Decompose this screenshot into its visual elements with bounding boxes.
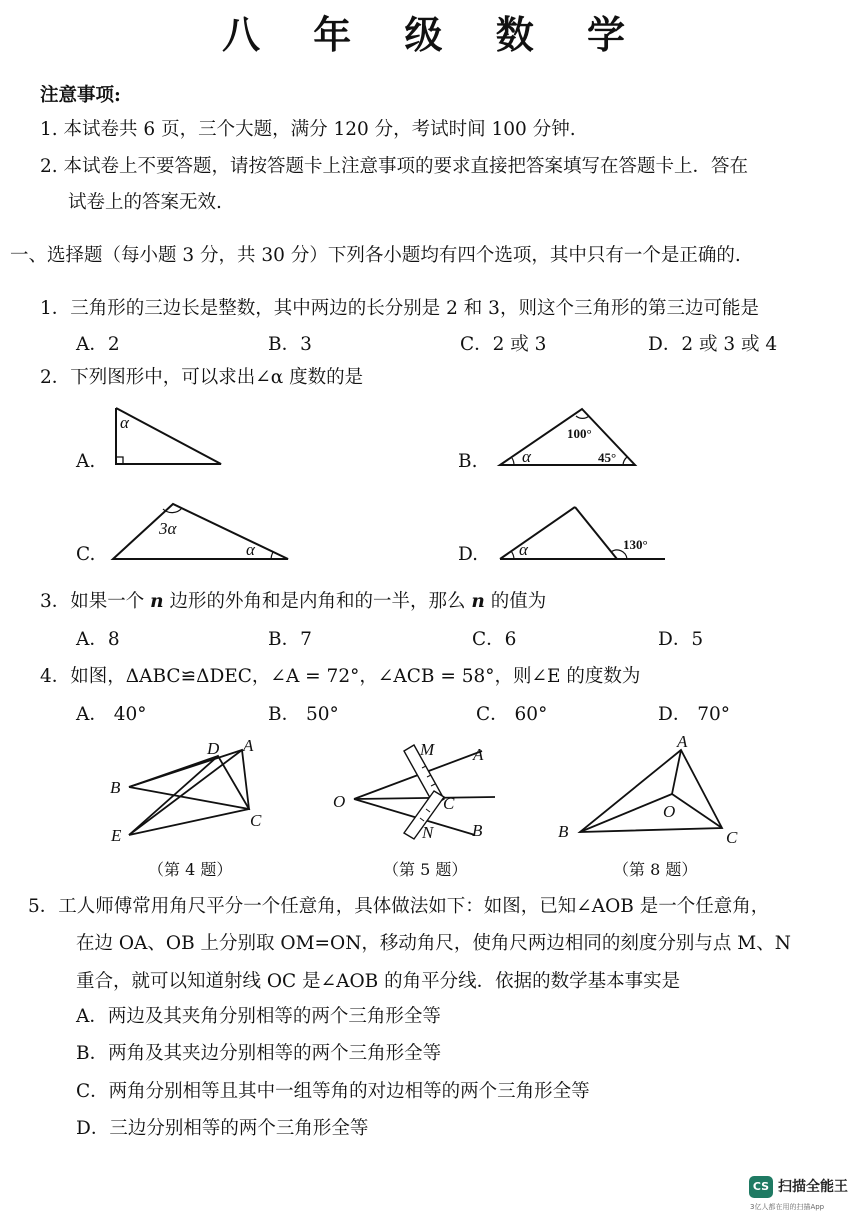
- figure-5-caption: （第 5 题）: [383, 860, 468, 879]
- fig4-label-d: D: [207, 739, 220, 758]
- fig5-label-o: O: [333, 792, 346, 811]
- q4-option-a: A． 40°: [76, 704, 147, 725]
- watermark-name: 扫描全能王: [778, 1179, 848, 1195]
- q2-option-b: B.: [458, 451, 478, 472]
- q2d-alpha-label: α: [519, 540, 528, 559]
- q2b-45-label: 45°: [598, 450, 617, 465]
- q2c-3alpha-label: 3α: [159, 519, 177, 538]
- notice-item-2-line-2: 试卷上的答案无效.: [68, 192, 222, 213]
- q2-option-c: C.: [76, 544, 96, 565]
- fig8-label-a: A: [677, 732, 688, 751]
- q4-option-c: C． 60°: [476, 704, 548, 725]
- fig4-label-c: C: [250, 811, 262, 830]
- q2d-130-label: 130°: [623, 537, 648, 552]
- section-1-heading: 一、选择题（每小题 3 分，共 30 分）下列各小题均有四个选项，其中只有一个是正确的.: [10, 245, 741, 266]
- q1-option-b: B．3: [268, 334, 312, 355]
- q2c-alpha-label: α: [246, 540, 255, 559]
- q3-stem-pre: 3．如果一个: [40, 591, 151, 612]
- q3-n-2: n: [471, 591, 485, 612]
- q5-stem-line-2: 在边 OA、OB 上分别取 OM=ON，移动角尺，使角尺两边相同的刻度分别与点 M、N: [76, 933, 791, 954]
- notice-heading: 注意事项:: [40, 85, 121, 106]
- q5-option-b: B．两角及其夹边分别相等的两个三角形全等: [76, 1043, 442, 1064]
- notice-item-1: 1. 本试卷共 6 页，三个大题，满分 120 分，考试时间 100 分钟.: [40, 119, 576, 140]
- fig8-label-c: C: [726, 828, 738, 847]
- q3-stem-mid: 边形的外角和是内角和的一半，那么: [163, 591, 472, 612]
- q5-option-d: D．三边分别相等的两个三角形全等: [76, 1118, 369, 1139]
- figure-4-caption: （第 4 题）: [148, 860, 233, 879]
- q4-option-b: B． 50°: [268, 704, 339, 725]
- q2-figure-d: [495, 502, 675, 568]
- q2a-alpha-label: α: [120, 413, 129, 432]
- q3-option-c: C．6: [472, 629, 517, 650]
- q5-stem-line-1: 5．工人师傅常用角尺平分一个任意角，具体做法如下：如图，已知∠AOB 是一个任意角，: [28, 896, 770, 917]
- q2-figure-a: [100, 400, 240, 475]
- q3-stem: [40, 590, 546, 614]
- notice-item-2-line-1: 2. 本试卷上不要答题，请按答题卡上注意事项的要求直接把答案填写在答题卡上．答在: [40, 156, 749, 177]
- exam-title: 八 年 级 数 学: [222, 12, 645, 57]
- q2b-100-label: 100°: [567, 426, 592, 441]
- camscanner-logo-icon: CS: [749, 1176, 773, 1198]
- q3-option-a: A．8: [76, 629, 120, 650]
- figure-8-caption: （第 8 题）: [613, 860, 698, 879]
- q1-stem: 1．三角形的三边长是整数，其中两边的长分别是 2 和 3，则这个三角形的第三边可能是: [40, 298, 759, 319]
- q2b-alpha-label: α: [522, 447, 531, 466]
- fig5-label-c: C: [443, 794, 455, 813]
- q3-option-d: D．5: [658, 629, 704, 650]
- watermark-subtitle: 3亿人都在用的扫描App: [750, 1203, 825, 1211]
- fig5-label-m: M: [420, 740, 435, 759]
- q1-option-d: D．2 或 3 或 4: [648, 334, 778, 355]
- q2-option-a: A.: [76, 451, 96, 472]
- q1-option-c: C．2 或 3: [460, 334, 547, 355]
- fig4-label-e: E: [111, 826, 122, 845]
- figure-5: [330, 735, 505, 850]
- fig5-label-a: A: [473, 745, 484, 764]
- q3-stem-post: 的值为: [484, 591, 547, 612]
- q2-option-d: D.: [458, 544, 479, 565]
- fig8-label-b: B: [558, 822, 569, 841]
- fig5-label-n: N: [422, 823, 434, 842]
- fig4-label-a: A: [243, 736, 254, 755]
- q1-option-a: A．2: [76, 334, 120, 355]
- figure-4: [105, 735, 280, 850]
- figure-8: [555, 730, 750, 850]
- q2-figure-c: [105, 498, 300, 568]
- q5-option-c: C．两角分别相等且其中一组等角的对边相等的两个三角形全等: [76, 1081, 590, 1102]
- q4-option-d: D． 70°: [658, 704, 731, 725]
- q5-stem-line-3: 重合，就可以知道射线 OC 是∠AOB 的角平分线．依据的数学基本事实是: [76, 971, 681, 992]
- q3-n-1: n: [150, 591, 164, 612]
- fig8-label-o: O: [663, 802, 676, 821]
- q2-stem: 2．下列图形中，可以求出∠α 度数的是: [40, 367, 364, 388]
- fig4-label-b: B: [110, 778, 121, 797]
- q3-option-b: B．7: [268, 629, 312, 650]
- q4-stem: 4．如图，ΔABC≌ΔDEC，∠A = 72°，∠ACB = 58°，则∠E 的度数为: [40, 666, 641, 687]
- fig5-label-b: B: [472, 821, 483, 840]
- q5-option-a: A．两边及其夹角分别相等的两个三角形全等: [76, 1006, 441, 1027]
- q2-figure-b: [490, 400, 650, 475]
